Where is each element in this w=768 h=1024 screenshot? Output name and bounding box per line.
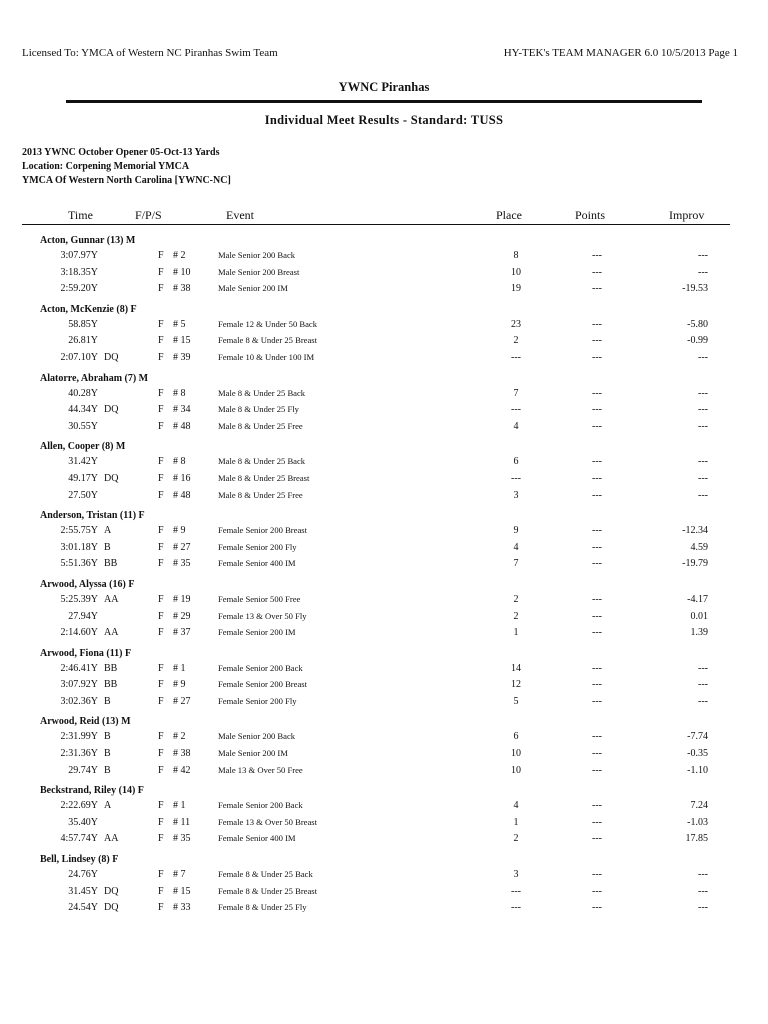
result-improvement: ---	[698, 456, 708, 468]
result-event-number: # 34	[173, 404, 191, 416]
result-row	[0, 556, 768, 573]
result-event-name: Male 8 & Under 25 Free	[218, 420, 303, 431]
result-place: 6	[513, 731, 519, 743]
result-event-number: # 9	[173, 679, 186, 691]
result-event-number: # 1	[173, 800, 186, 812]
result-event-number: # 7	[173, 869, 186, 881]
result-row	[0, 677, 768, 694]
result-place: 5	[513, 695, 519, 707]
result-event-name: Female Senior 500 Free	[218, 593, 301, 604]
result-time: 27.94Y	[68, 610, 98, 622]
result-event-name: Male Senior 200 IM	[218, 283, 288, 294]
result-event-number: # 10	[173, 266, 191, 278]
result-event-number: # 37	[173, 627, 191, 639]
result-fps: F	[158, 335, 164, 347]
result-place: 14	[511, 662, 521, 674]
result-points: ---	[592, 472, 602, 484]
result-improvement: 1.39	[690, 627, 708, 639]
result-time: 2:55.75Y	[60, 525, 98, 537]
result-time: 2:46.41Y	[60, 662, 98, 674]
result-standard: AA	[104, 833, 119, 845]
team-title: YWNC Piranhas	[338, 80, 430, 94]
result-row	[0, 402, 768, 419]
result-time: 58.85Y	[68, 318, 98, 330]
result-place: 23	[511, 318, 521, 330]
result-points: ---	[592, 489, 602, 501]
swimmer-name: Arwood, Alyssa (16) F	[40, 578, 135, 590]
result-improvement: 4.59	[690, 541, 708, 553]
result-row	[0, 333, 768, 350]
column-header-time: Time	[68, 208, 93, 222]
result-standard: DQ	[104, 404, 119, 416]
swimmer-group	[0, 852, 768, 917]
result-fps: F	[158, 266, 164, 278]
result-improvement: -19.53	[682, 283, 708, 295]
result-points: ---	[592, 266, 602, 278]
result-time: 24.76Y	[68, 869, 98, 881]
result-standard: B	[104, 695, 111, 707]
result-fps: F	[158, 764, 164, 776]
result-event-number: # 42	[173, 764, 191, 776]
result-fps: F	[158, 472, 164, 484]
result-row	[0, 454, 768, 471]
result-row	[0, 609, 768, 626]
result-fps: F	[158, 318, 164, 330]
result-fps: F	[158, 283, 164, 295]
result-improvement: ---	[698, 869, 708, 881]
result-place: ---	[511, 351, 521, 363]
result-fps: F	[158, 627, 164, 639]
result-event-number: # 11	[173, 816, 191, 828]
result-event-number: # 16	[173, 472, 191, 484]
swimmer-name: Anderson, Tristan (11) F	[40, 510, 145, 522]
result-event-number: # 38	[173, 748, 191, 760]
swimmer-name: Acton, Gunnar (13) M	[40, 235, 136, 246]
result-points: ---	[592, 387, 602, 399]
result-place: 4	[513, 800, 519, 812]
result-points: ---	[592, 335, 602, 347]
result-standard: B	[104, 541, 111, 553]
result-place: 4	[513, 420, 519, 432]
result-points: ---	[592, 593, 602, 605]
result-improvement: -1.03	[687, 816, 708, 828]
result-fps: F	[158, 695, 164, 707]
result-points: ---	[592, 695, 602, 707]
column-header-divider	[22, 224, 730, 225]
result-place: ---	[511, 404, 521, 416]
result-row	[0, 884, 768, 901]
result-improvement: ---	[698, 404, 708, 416]
result-event-name: Female 13 & Over 50 Fly	[218, 610, 307, 621]
result-fps: F	[158, 420, 164, 432]
result-improvement: -7.74	[687, 731, 708, 743]
result-place: 9	[513, 525, 519, 537]
result-row	[0, 661, 768, 678]
result-place: 3	[513, 869, 519, 881]
result-fps: F	[158, 558, 164, 570]
result-place: 2	[513, 593, 519, 605]
result-points: ---	[592, 456, 602, 468]
result-points: ---	[592, 351, 602, 363]
result-points: ---	[592, 610, 602, 622]
result-improvement: ---	[698, 489, 708, 501]
result-event-name: Female Senior 200 Back	[218, 800, 303, 811]
software-page-line: HY-TEK's TEAM MANAGER 6.0 10/5/2013 Page 1	[503, 47, 738, 59]
result-points: ---	[592, 748, 602, 760]
result-place: 19	[511, 283, 521, 295]
license-line: Licensed To: YMCA of Western NC Piranhas Swim Team	[22, 47, 278, 59]
result-fps: F	[158, 731, 164, 743]
swimmer-group	[0, 508, 768, 573]
result-improvement: ---	[698, 266, 708, 278]
result-time: 3:01.18Y	[60, 541, 98, 553]
result-points: ---	[592, 833, 602, 845]
result-improvement: -19.79	[682, 558, 708, 570]
result-points: ---	[592, 558, 602, 570]
result-standard: A	[104, 800, 112, 812]
result-event-name: Male 13 & Over 50 Free	[218, 764, 303, 775]
result-event-name: Male 8 & Under 25 Back	[218, 387, 306, 398]
result-event-name: Female 12 & Under 50 Back	[218, 318, 318, 329]
result-improvement: ---	[698, 387, 708, 399]
result-fps: F	[158, 869, 164, 881]
result-row	[0, 694, 768, 711]
result-place: 1	[513, 816, 519, 828]
result-event-name: Male 8 & Under 25 Breast	[218, 472, 310, 483]
result-fps: F	[158, 387, 164, 399]
result-event-name: Female Senior 400 IM	[218, 833, 296, 844]
result-fps: F	[158, 489, 164, 501]
result-row	[0, 540, 768, 557]
result-place: 12	[511, 679, 521, 691]
swimmer-group	[0, 783, 768, 848]
result-event-number: # 8	[173, 456, 186, 468]
result-improvement: ---	[698, 420, 708, 432]
swimmer-group	[0, 646, 768, 711]
result-points: ---	[592, 250, 602, 261]
result-improvement: ---	[698, 351, 708, 363]
result-improvement: 7.24	[690, 800, 708, 812]
result-points: ---	[592, 816, 602, 828]
result-event-number: # 8	[173, 387, 186, 399]
swimmer-group	[0, 577, 768, 642]
result-fps: F	[158, 610, 164, 622]
result-points: ---	[592, 404, 602, 416]
result-points: ---	[592, 869, 602, 881]
result-fps: F	[158, 833, 164, 845]
result-place: ---	[511, 902, 521, 914]
result-time: 3:07.92Y	[60, 679, 98, 691]
result-fps: F	[158, 351, 164, 363]
result-event-number: # 15	[173, 885, 191, 897]
result-row	[0, 729, 768, 746]
result-event-number: # 39	[173, 351, 191, 363]
result-improvement: -1.10	[687, 764, 708, 776]
result-fps: F	[158, 902, 164, 914]
result-event-number: # 1	[173, 662, 186, 674]
result-improvement: ---	[698, 250, 708, 261]
result-improvement: ---	[698, 662, 708, 674]
result-event-name: Female Senior 200 Breast	[218, 679, 308, 690]
result-event-name: Female Senior 200 IM	[218, 627, 296, 638]
result-event-number: # 33	[173, 902, 191, 914]
result-event-number: # 35	[173, 833, 191, 845]
result-row	[0, 815, 768, 832]
meet-location: Location: Corpening Memorial YMCA	[22, 161, 190, 172]
result-time: 4:57.74Y	[60, 833, 98, 845]
column-header-improv: Improv	[669, 208, 705, 222]
result-place: 1	[513, 627, 519, 639]
result-place: 4	[513, 541, 519, 553]
result-improvement: 0.01	[690, 610, 708, 622]
result-event-number: # 5	[173, 318, 186, 330]
result-points: ---	[592, 800, 602, 812]
swimmer-name: Acton, McKenzie (8) F	[40, 303, 137, 315]
result-row	[0, 350, 768, 367]
swimmer-group	[0, 439, 768, 504]
meet-info	[22, 146, 231, 188]
result-event-number: # 29	[173, 610, 191, 622]
result-time: 2:59.20Y	[60, 283, 98, 295]
result-place: 10	[511, 748, 521, 760]
report-title: Individual Meet Results - Standard: TUSS	[264, 113, 504, 127]
result-event-number: # 48	[173, 489, 191, 501]
result-event-number: # 15	[173, 335, 191, 347]
result-time: 2:14.60Y	[60, 627, 98, 639]
result-standard: DQ	[104, 885, 119, 897]
result-event-number: # 35	[173, 558, 191, 570]
result-time: 2:31.36Y	[60, 748, 98, 760]
result-event-name: Female 8 & Under 25 Fly	[218, 902, 307, 913]
swimmer-name: Arwood, Reid (13) M	[40, 716, 131, 728]
result-row	[0, 867, 768, 884]
result-fps: F	[158, 541, 164, 553]
result-row	[0, 386, 768, 403]
result-time: 26.81Y	[68, 335, 98, 347]
result-points: ---	[592, 283, 602, 295]
result-time: 29.74Y	[68, 764, 98, 776]
result-fps: F	[158, 250, 164, 261]
result-event-name: Female Senior 200 Back	[218, 662, 303, 673]
result-place: ---	[511, 885, 521, 897]
result-event-name: Male Senior 200 IM	[218, 748, 288, 759]
result-place: 2	[513, 335, 519, 347]
result-improvement: ---	[698, 695, 708, 707]
result-time: 31.42Y	[68, 456, 98, 468]
result-improvement: ---	[698, 679, 708, 691]
result-improvement: ---	[698, 472, 708, 484]
result-standard: AA	[104, 593, 119, 605]
result-standard: AA	[104, 627, 119, 639]
result-points: ---	[592, 679, 602, 691]
column-header-points: Points	[575, 208, 606, 222]
result-standard: BB	[104, 679, 118, 691]
result-points: ---	[592, 525, 602, 537]
result-time: 2:22.69Y	[60, 800, 98, 812]
result-improvement: -0.99	[687, 335, 708, 347]
result-improvement: -12.34	[682, 525, 708, 537]
swimmer-name: Allen, Cooper (8) M	[40, 441, 126, 453]
result-improvement: 17.85	[685, 833, 708, 845]
result-row	[0, 317, 768, 334]
result-event-number: # 2	[173, 731, 186, 743]
result-time: 3:07.97Y	[60, 250, 98, 261]
result-place: 8	[513, 250, 519, 261]
result-improvement: ---	[698, 902, 708, 914]
result-row	[0, 488, 768, 505]
result-time: 31.45Y	[68, 885, 98, 897]
result-row	[0, 419, 768, 436]
result-row	[0, 523, 768, 540]
result-fps: F	[158, 748, 164, 760]
result-points: ---	[592, 764, 602, 776]
result-standard: DQ	[104, 902, 119, 914]
result-standard: B	[104, 748, 111, 760]
results-list	[0, 230, 768, 921]
result-fps: F	[158, 885, 164, 897]
result-points: ---	[592, 541, 602, 553]
result-standard: B	[104, 731, 111, 743]
result-time: 2:07.10Y	[60, 351, 98, 363]
result-fps: F	[158, 662, 164, 674]
result-event-name: Male 8 & Under 25 Fly	[218, 404, 299, 415]
result-time: 44.34Y	[68, 404, 98, 416]
result-event-name: Male Senior 200 Breast	[218, 266, 300, 277]
result-place: 3	[513, 489, 519, 501]
result-event-name: Female Senior 200 Fly	[218, 695, 297, 706]
swimmer-name: Alatorre, Abraham (7) M	[40, 372, 149, 384]
result-fps: F	[158, 679, 164, 691]
result-points: ---	[592, 662, 602, 674]
result-improvement: -4.17	[687, 593, 708, 605]
result-time: 27.50Y	[68, 489, 98, 501]
result-time: 3:02.36Y	[60, 695, 98, 707]
result-standard: DQ	[104, 351, 119, 363]
result-fps: F	[158, 456, 164, 468]
result-place: 10	[511, 266, 521, 278]
result-row	[0, 746, 768, 763]
result-row	[0, 798, 768, 815]
result-row	[0, 625, 768, 642]
swimmer-group	[0, 302, 768, 367]
column-header-event: Event	[226, 208, 254, 222]
result-fps: F	[158, 800, 164, 812]
result-standard: B	[104, 764, 111, 776]
result-event-name: Male Senior 200 Back	[218, 250, 296, 260]
result-time: 5:25.39Y	[60, 593, 98, 605]
result-event-name: Female Senior 400 IM	[218, 558, 296, 569]
result-place: 10	[511, 764, 521, 776]
result-points: ---	[592, 731, 602, 743]
result-row	[0, 900, 768, 917]
result-event-number: # 48	[173, 420, 191, 432]
result-event-name: Female 8 & Under 25 Breast	[218, 335, 318, 346]
swimmer-name: Arwood, Fiona (11) F	[40, 647, 132, 659]
result-place: 7	[513, 558, 519, 570]
title-divider	[66, 100, 702, 103]
result-row	[0, 592, 768, 609]
swimmer-group	[0, 233, 768, 298]
result-row	[0, 763, 768, 780]
result-time: 5:51.36Y	[60, 558, 98, 570]
result-standard: BB	[104, 558, 118, 570]
result-event-name: Female 10 & Under 100 IM	[218, 351, 315, 362]
result-standard: BB	[104, 662, 118, 674]
result-event-name: Female 13 & Over 50 Breast	[218, 816, 318, 827]
swimmer-name: Beckstrand, Riley (14) F	[40, 785, 144, 797]
result-event-name: Male 8 & Under 25 Back	[218, 456, 306, 467]
result-improvement: -0.35	[687, 748, 708, 760]
result-row	[0, 281, 768, 298]
result-row	[0, 831, 768, 848]
result-event-name: Male Senior 200 Back	[218, 731, 296, 742]
result-place: 2	[513, 833, 519, 845]
swimmer-name: Bell, Lindsey (8) F	[40, 854, 119, 866]
column-header-fps: F/P/S	[135, 208, 162, 222]
result-event-number: # 27	[173, 541, 191, 553]
result-fps: F	[158, 404, 164, 416]
result-row	[0, 471, 768, 488]
meet-organization: YMCA Of Western North Carolina [YWNC-NC]	[22, 175, 231, 186]
result-standard: DQ	[104, 472, 119, 484]
result-event-name: Female Senior 200 Breast	[218, 525, 308, 536]
result-time: 3:18.35Y	[60, 266, 98, 278]
result-fps: F	[158, 525, 164, 537]
result-fps: F	[158, 593, 164, 605]
result-points: ---	[592, 885, 602, 897]
result-improvement: ---	[698, 885, 708, 897]
result-row	[0, 248, 768, 265]
swimmer-group	[0, 714, 768, 779]
result-place: 7	[513, 387, 519, 399]
result-fps: F	[158, 816, 164, 828]
result-time: 24.54Y	[68, 902, 98, 914]
result-place: 2	[513, 610, 519, 622]
result-event-name: Female 8 & Under 25 Back	[218, 869, 313, 880]
result-row	[0, 265, 768, 282]
result-event-name: Female 8 & Under 25 Breast	[218, 885, 318, 896]
result-event-number: # 38	[173, 283, 191, 295]
result-event-name: Female Senior 200 Fly	[218, 541, 297, 552]
meet-name: 2013 YWNC October Opener 05-Oct-13 Yards	[22, 147, 220, 158]
result-time: 2:31.99Y	[60, 731, 98, 743]
result-place: ---	[511, 472, 521, 484]
result-event-name: Male 8 & Under 25 Free	[218, 489, 303, 500]
result-time: 40.28Y	[68, 387, 98, 399]
result-event-number: # 9	[173, 525, 186, 537]
result-points: ---	[592, 420, 602, 432]
result-standard: A	[104, 525, 112, 537]
result-time: 35.40Y	[68, 816, 98, 828]
result-event-number: # 19	[173, 593, 191, 605]
result-place: 6	[513, 456, 519, 468]
column-header-place: Place	[496, 208, 522, 222]
result-time: 30.55Y	[68, 420, 98, 432]
result-event-number: # 2	[173, 250, 186, 261]
result-improvement: -5.80	[687, 318, 708, 330]
result-points: ---	[592, 318, 602, 330]
result-points: ---	[592, 627, 602, 639]
result-event-number: # 27	[173, 695, 191, 707]
swimmer-group	[0, 371, 768, 436]
result-time: 49.17Y	[68, 472, 98, 484]
result-points: ---	[592, 902, 602, 914]
